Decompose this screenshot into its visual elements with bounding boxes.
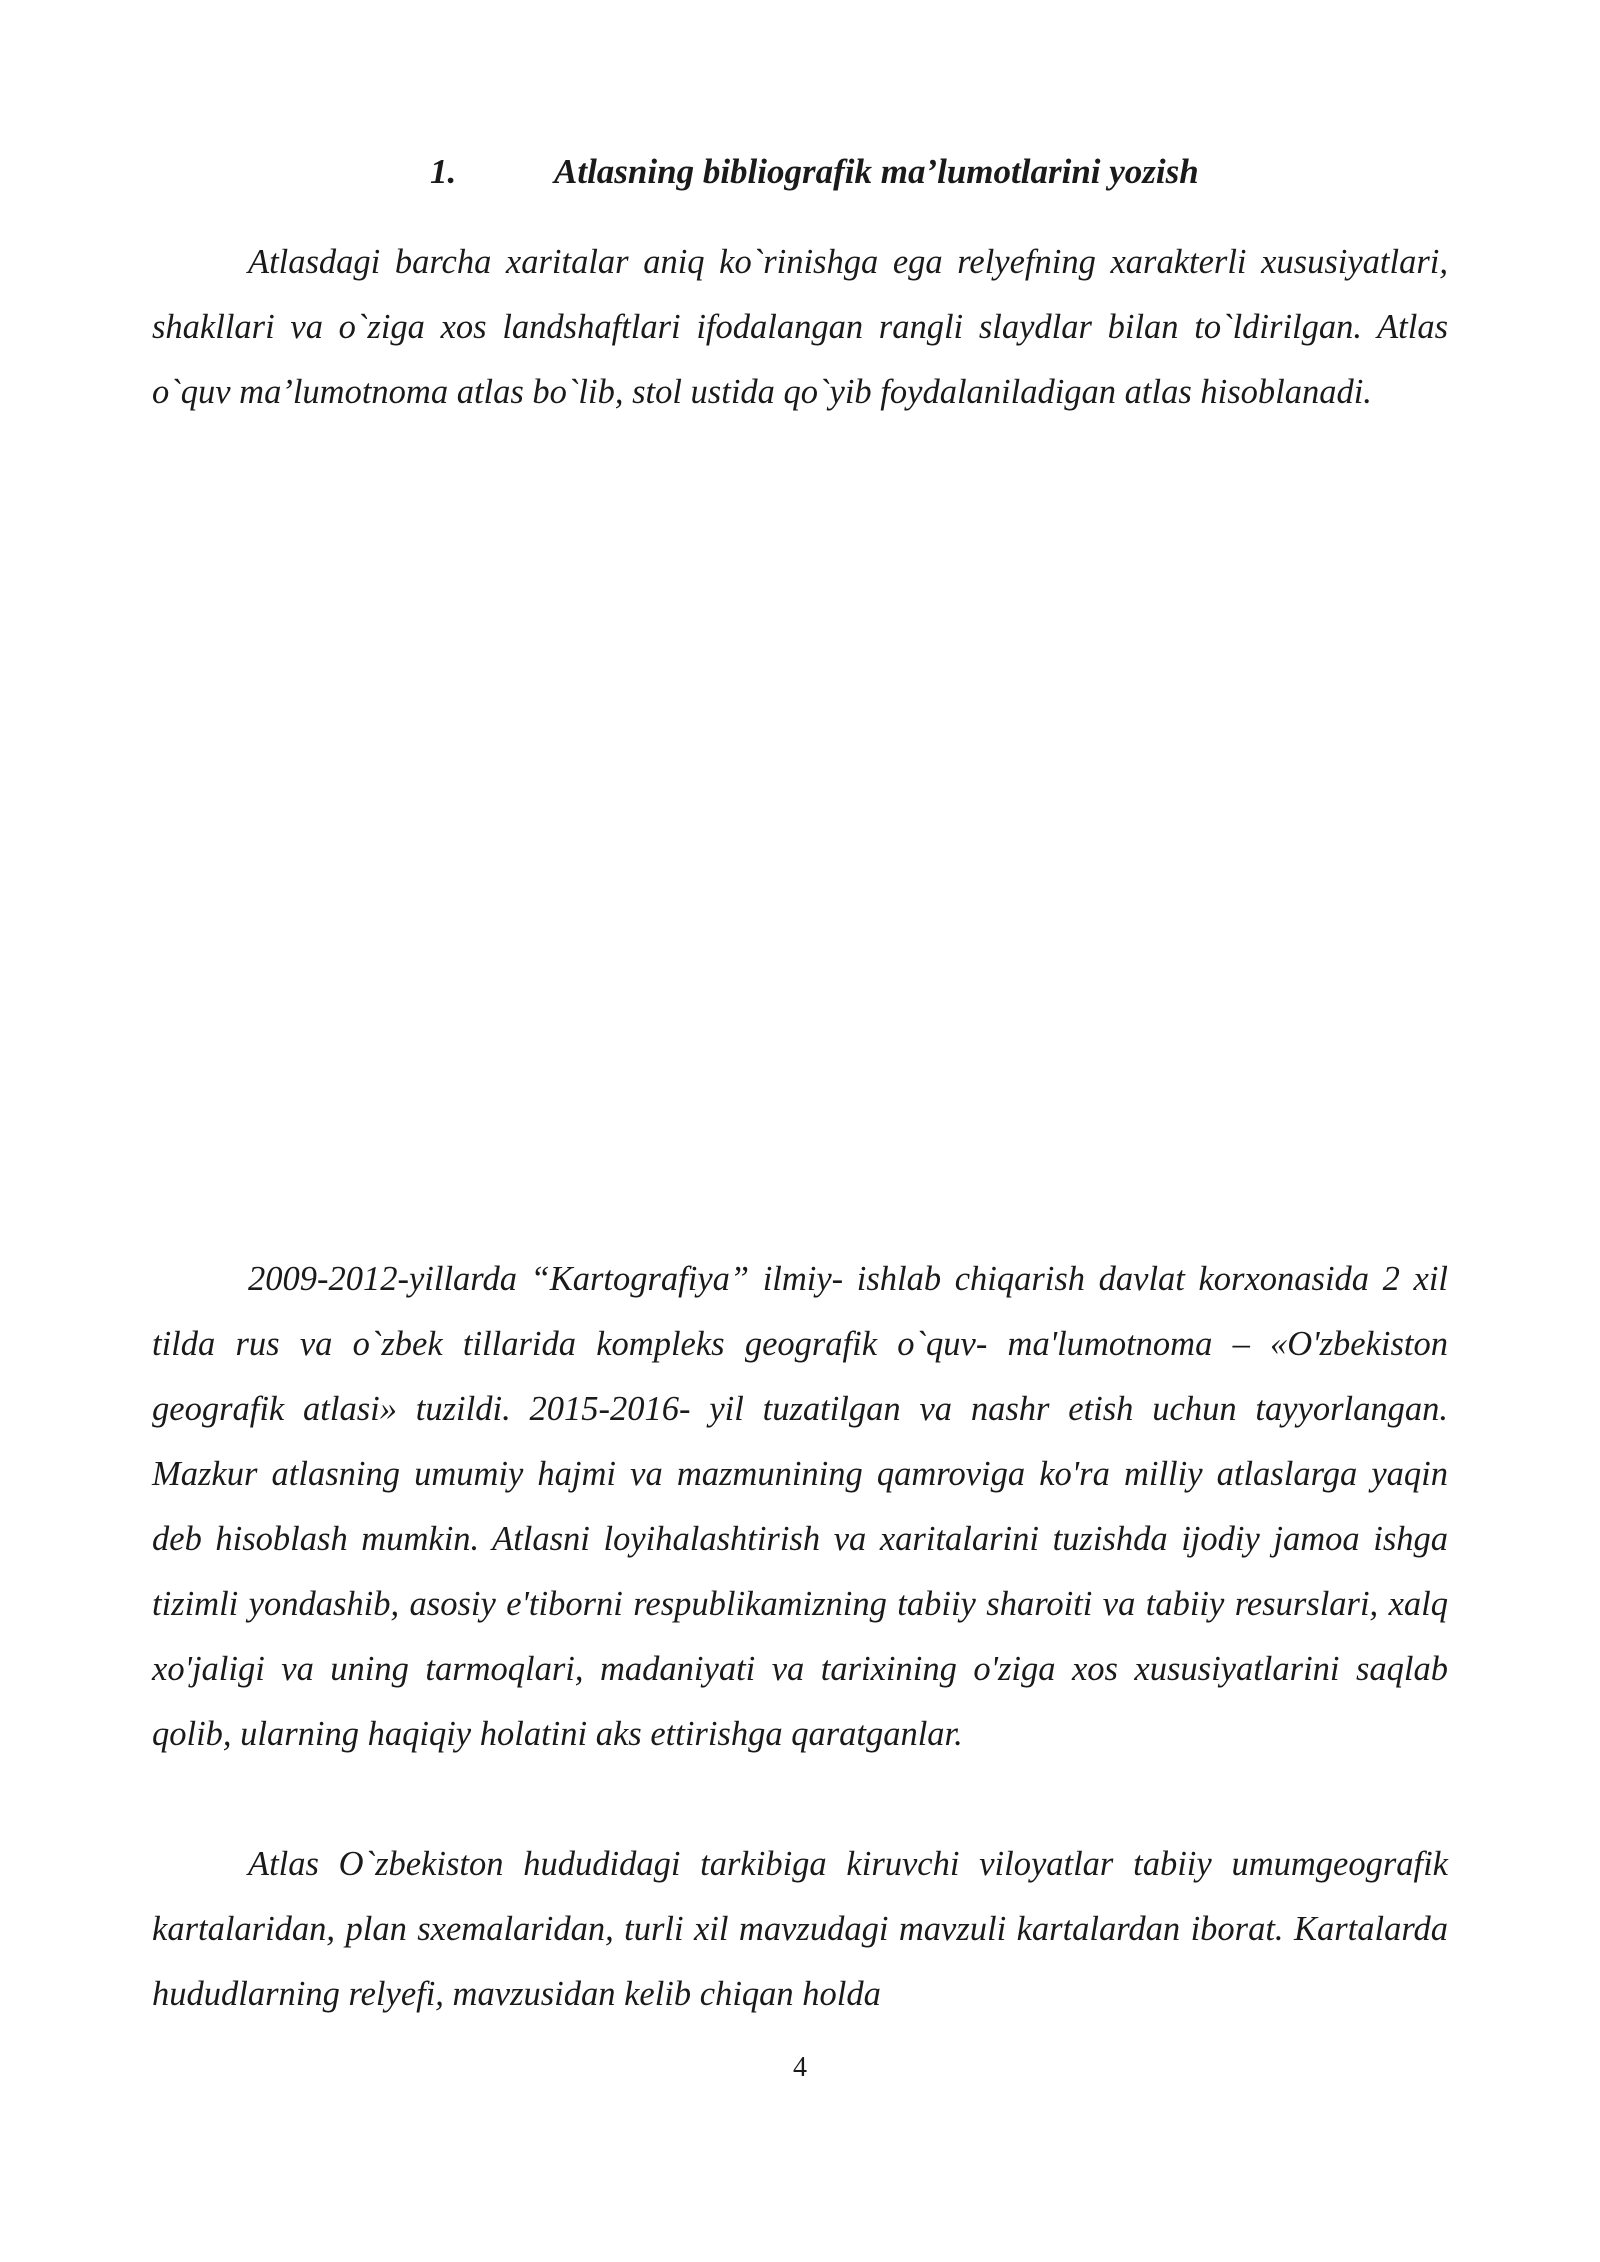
section-heading <box>430 152 1199 192</box>
paragraph-intro: Atlasdagi barcha xaritalar aniq ko`rinishga ega relyefning xarakterli xususiyatlari, shakllari va o`ziga xos landshaftlari ifodalangan rangli slaydlar bilan to`ldirilgan. Atlas o`quv ma’lumotnoma atlas bo`lib, stol ustida qo`yib foydalaniladigan atlas hisoblanadi. <box>152 243 1448 411</box>
section-title: Atlasning bibliografik ma’lumotlarini yozish <box>554 152 1199 191</box>
paragraph-history: 2009-2012-yillarda “Kartografiya” ilmiy- ishlab chiqarish davlat korxonasida 2 xil tilda rus va o`zbek tillarida kompleks geografik o`quv- ma'lumotnoma – «O'zbekiston geografik atlasi» tuzildi. 2015-2016- yil tuzatilgan va nashr etish uchun tayyorlangan. Mazkur atlasning umumiy hajmi va mazmunining qamroviga ko'ra milliy atlaslarga yaqin deb hisoblash mumkin. Atlasni loyihalashtirish va xaritalarini tuzishda ijodiy jamoa ishga tizimli yondashib, asosiy e'tiborni respublikamizning tabiiy sharoiti va tabiiy resurslari, xalq xo'jaligi va uning tarmoqlari, madaniyati va tarixining o'ziga xos xususiyatlarini saqlab qolib, ularning haqiqiy holatini aks ettirishga qaratganlar. <box>152 1260 1448 1753</box>
page-number: 4 <box>793 2052 807 2083</box>
paragraph-contents: Atlas O`zbekiston hududidagi tarkibiga kiruvchi viloyatlar tabiiy umumgeografik kartalaridan, plan sxemalaridan, turli xil mavzudagi mavzuli kartalardan iborat. Kartalarda hududlarning relyefi, mavzusidan kelib chiqan holda <box>152 1845 1448 2013</box>
section-number: 1. <box>430 152 457 191</box>
